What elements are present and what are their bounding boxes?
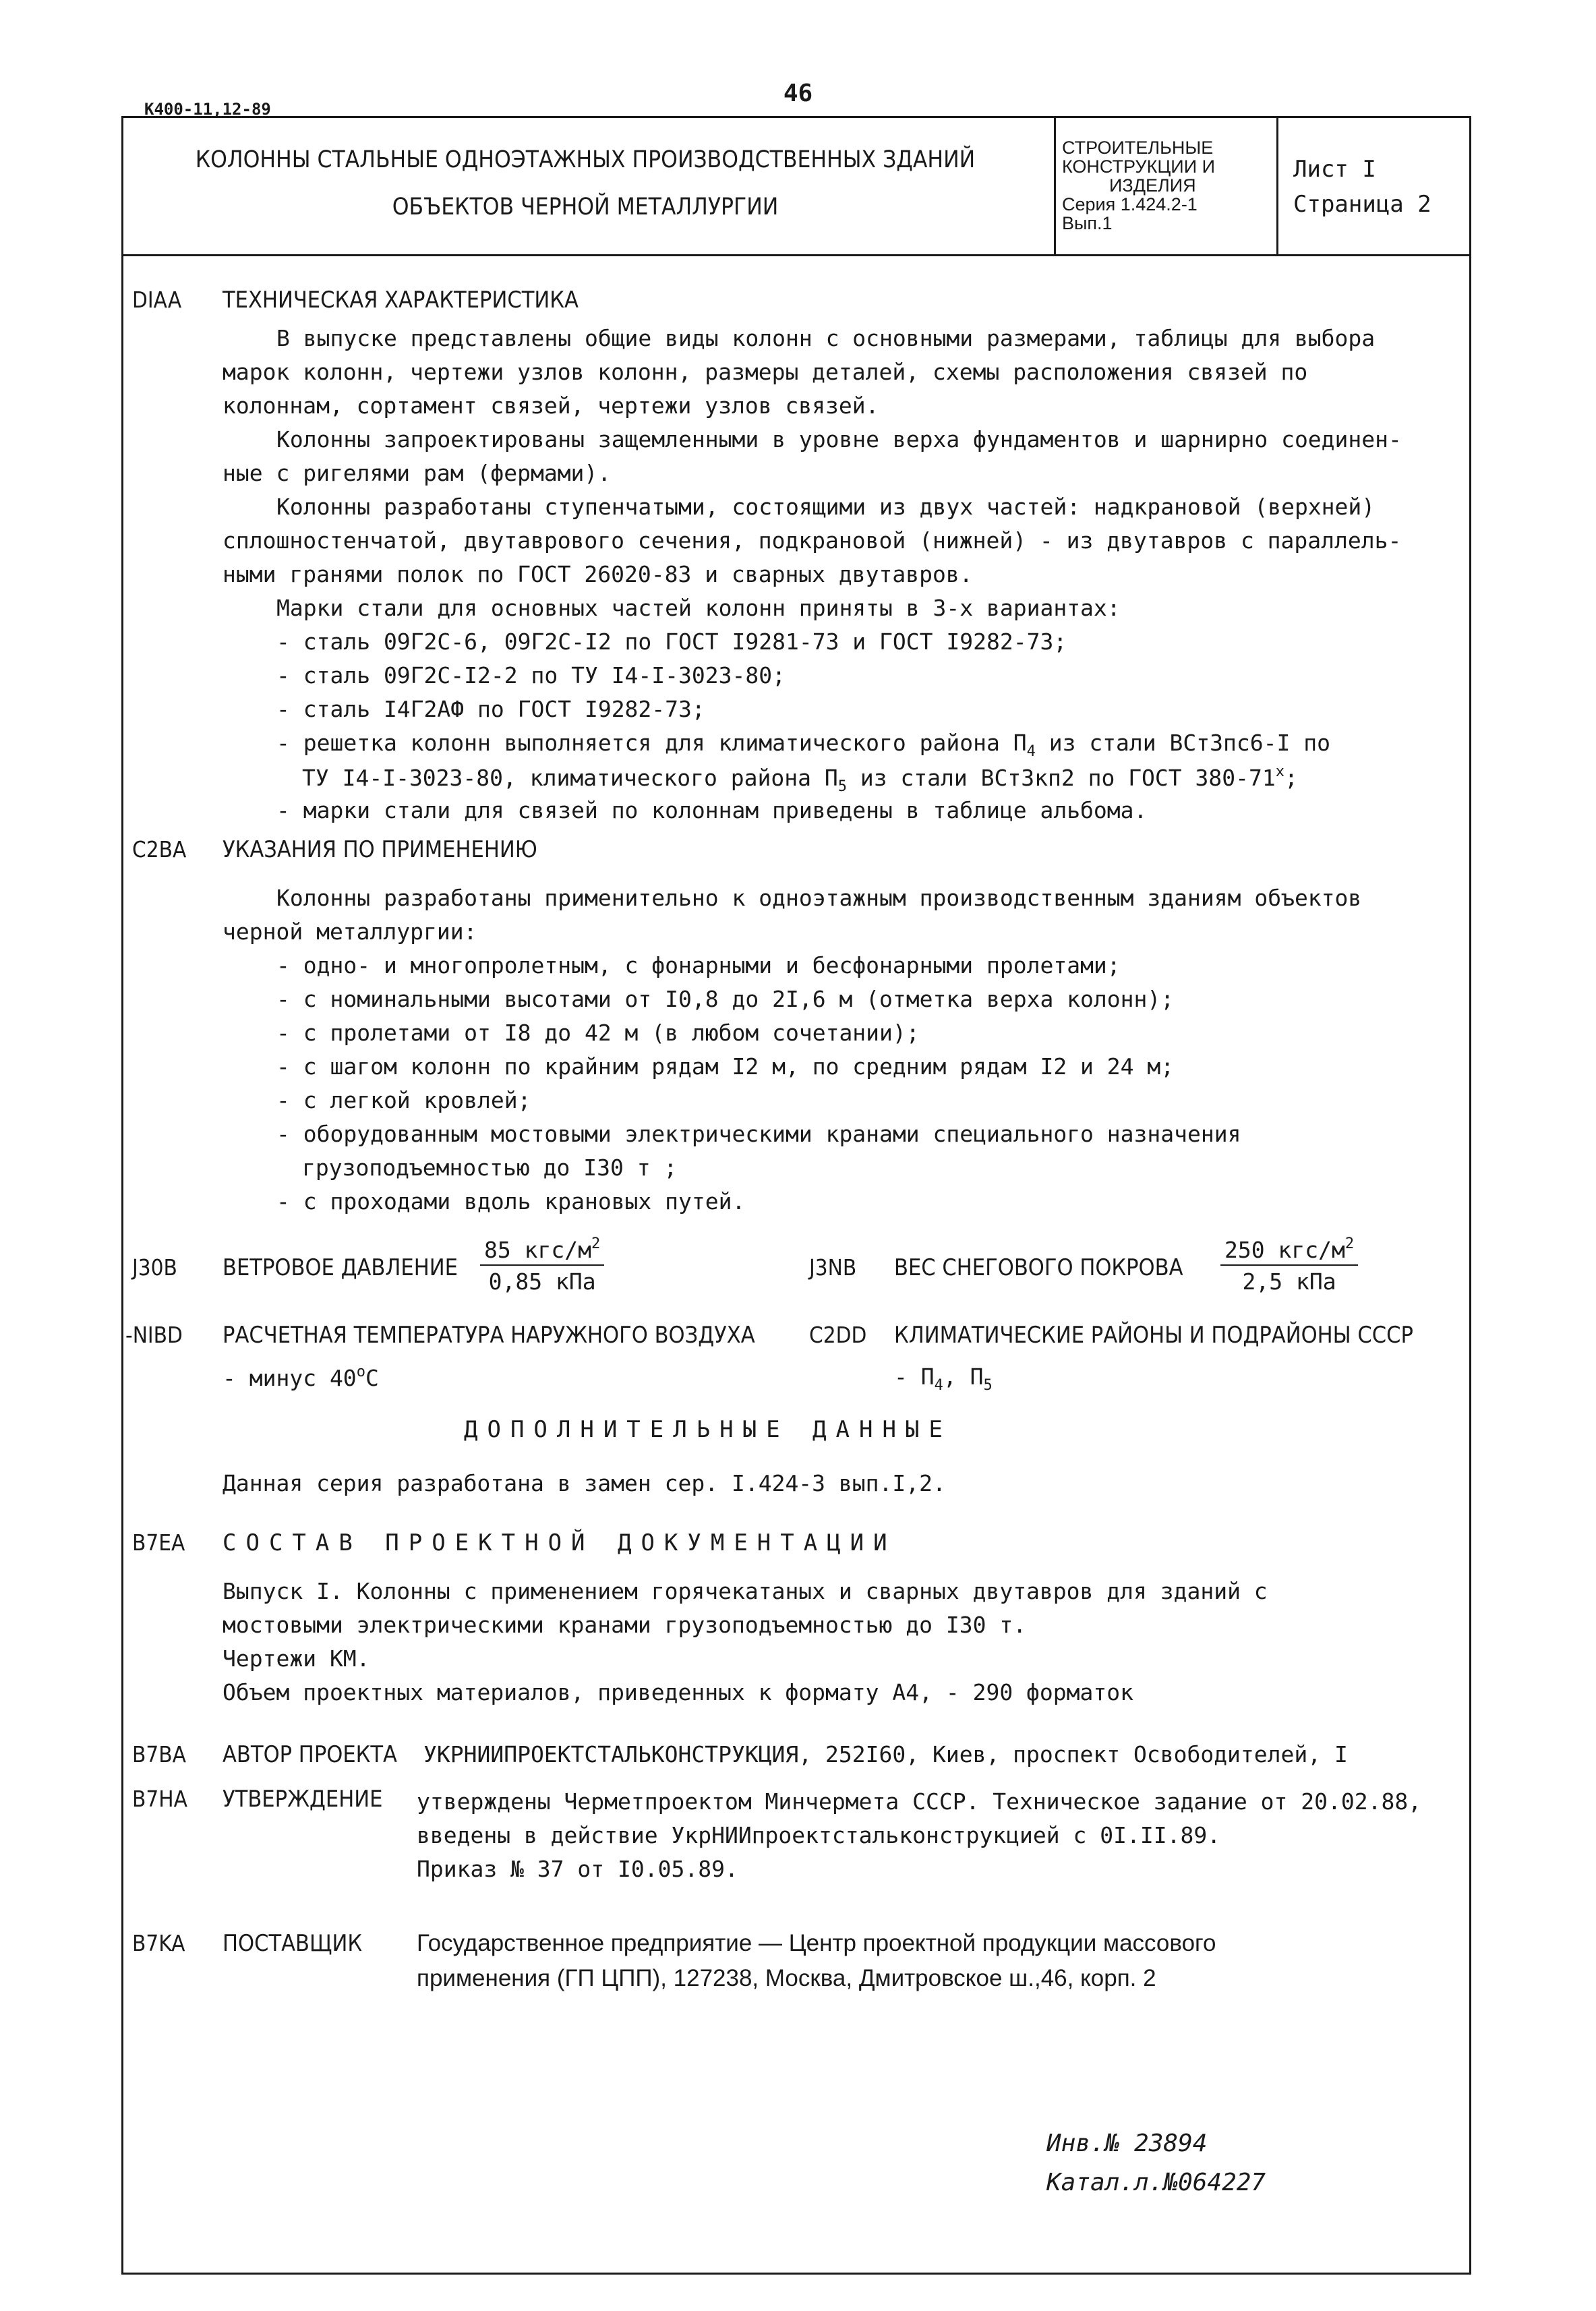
page-number: 46 bbox=[783, 80, 813, 107]
series-line: СТРОИТЕЛЬНЫЕ bbox=[1062, 138, 1214, 158]
list-item-continuation: ТУ I4-I-3023-80, климатического района $П_5$ из стали ВСт3кп2 по ГОСТ 380-71$^x$; bbox=[302, 763, 1298, 795]
text-line: Чертежи КМ. bbox=[223, 1645, 370, 1672]
section-code: B7HA bbox=[132, 1786, 187, 1812]
text-line: Колонны запроектированы защемленными в уровне верха фундаментов и шарнирно соединен- bbox=[276, 426, 1402, 452]
text-line: Объем проектных материалов, приведенных к формату А4, - 290 форматок bbox=[223, 1679, 1134, 1705]
text-line: Колонны разработаны ступенчатыми, состоящими из двух частей: надкрановой (верхней) bbox=[276, 494, 1376, 520]
series-line: КОНСТРУКЦИИ И bbox=[1062, 156, 1216, 177]
author-label: АВТОР ПРОЕКТА bbox=[223, 1741, 397, 1768]
list-item: - сталь 09Г2С-I2-2 по ТУ I4-I-3023-80; bbox=[276, 662, 786, 689]
title-divider bbox=[1276, 118, 1278, 254]
text-line: ными гранями полок по ГОСТ 26020-83 и сварных двутавров. bbox=[223, 561, 973, 587]
text-line: Государственное предприятие — Центр проектной продукции массового bbox=[417, 1930, 1216, 1956]
section-code: B7EA bbox=[132, 1529, 185, 1556]
text-line: Выпуск I. Колонны с применением горячекатаных и сварных двутавров для зданий с bbox=[223, 1578, 1268, 1604]
sheet-number: Лист I bbox=[1293, 156, 1376, 183]
title-line-1: КОЛОННЫ СТАЛЬНЫЕ ОДНОЭТАЖНЫХ ПРОИЗВОДСТВЕННЫХ ЗДАНИЙ bbox=[195, 146, 976, 173]
series-line: Серия 1.424.2-1 bbox=[1062, 194, 1198, 214]
list-item: - с шагом колонн по крайним рядам I2 м, по средним рядам I2 и 24 м; bbox=[276, 1053, 1175, 1080]
list-item: - одно- и многопролетным, с фонарными и бесфонарными пролетами; bbox=[276, 952, 1121, 978]
text-line: сплошностенчатой, двутаврового сечения, подкрановой (нижней) - из двутавров с параллель- bbox=[223, 527, 1402, 554]
snow-load-value: 250 кгс/$м^2$ 2,5 кПа bbox=[1220, 1235, 1358, 1295]
wind-pressure-value: 85 кгс/$м^2$ 0,85 кПа bbox=[480, 1235, 604, 1295]
text-line: колоннам, сортамент связей, чертежи узлов связей. bbox=[223, 392, 879, 419]
list-item-continuation: грузоподъемностью до I30 т ; bbox=[302, 1154, 678, 1181]
page-label: Страница 2 bbox=[1293, 191, 1431, 218]
inventory-number: Инв.№ 23894 bbox=[1046, 2130, 1208, 2157]
section-title: ДОПОЛНИТЕЛЬНЫЕ ДАННЫЕ bbox=[464, 1416, 952, 1443]
section-title: УКАЗАНИЯ ПО ПРИМЕНЕНИЮ bbox=[223, 836, 537, 863]
section-code: DIAA bbox=[132, 287, 182, 313]
climate-regions-value: - $П_4$, $П_5$ bbox=[894, 1364, 993, 1394]
series-block bbox=[1062, 138, 1272, 233]
list-item: - с пролетами от I8 до 42 м (в любом сочетании); bbox=[276, 1020, 920, 1046]
text-line: Данная серия разработана в замен сер. I.424-3 вып.I,2. bbox=[223, 1470, 946, 1496]
text-line: Приказ № 37 от I0.05.89. bbox=[417, 1856, 738, 1882]
design-temperature-label: РАСЧЕТНАЯ ТЕМПЕРАТУРА НАРУЖНОГО ВОЗДУХА bbox=[223, 1322, 755, 1349]
section-code: J3NB bbox=[809, 1254, 857, 1281]
supplier-label: ПОСТАВЩИК bbox=[223, 1930, 363, 1957]
title-line-2: ОБЪЕКТОВ ЧЕРНОЙ МЕТАЛЛУРГИИ bbox=[392, 194, 779, 221]
section-title: ТЕХНИЧЕСКАЯ ХАРАКТЕРИСТИКА bbox=[223, 287, 579, 314]
section-code: B7KA bbox=[132, 1930, 185, 1956]
document-reference: К400-11,12-89 bbox=[144, 100, 271, 119]
text-line: применения (ГП ЦПП), 127238, Москва, Дмитровское ш.,46, корп. 2 bbox=[417, 1965, 1156, 1991]
series-line: Вып.1 bbox=[1062, 213, 1113, 233]
text-line: Колонны разработаны применительно к одноэтажным производственным зданиям объектов bbox=[276, 885, 1362, 911]
catalog-number: Катал.л.№064227 bbox=[1046, 2169, 1266, 2196]
climate-regions-label: КЛИМАТИЧЕСКИЕ РАЙОНЫ И ПОДРАЙОНЫ СССР bbox=[894, 1322, 1413, 1349]
text-line: В выпуске представлены общие виды колонн с основными размерами, таблицы для выбора bbox=[276, 325, 1376, 351]
text-line: мостовыми электрическими кранами грузоподъемностью до I30 т. bbox=[223, 1612, 1027, 1638]
list-item: - сталь I4Г2АФ по ГОСТ I9282-73; bbox=[276, 696, 705, 722]
snow-load-label: ВЕС СНЕГОВОГО ПОКРОВА bbox=[894, 1254, 1183, 1281]
list-item: - сталь 09Г2С-6, 09Г2С-I2 по ГОСТ I9281-73 и ГОСТ I9282-73; bbox=[276, 628, 1067, 655]
series-line: ИЗДЕЛИЯ bbox=[1109, 175, 1196, 196]
section-code: C2BA bbox=[132, 836, 187, 862]
author-text: УКРНИИПРОЕКТСТАЛЬКОНСТРУКЦИЯ, 252I60, Киев, проспект Освободителей, I bbox=[423, 1741, 1348, 1767]
text-line: утверждены Черметпроектом Минчермета СССР. Техническое задание от 20.02.88, bbox=[417, 1788, 1422, 1815]
text-line: ные с ригелями рам (фермами). bbox=[223, 460, 612, 486]
text-line: Марки стали для основных частей колонн приняты в 3-х вариантах: bbox=[276, 595, 1121, 621]
list-item: - с легкой кровлей; bbox=[276, 1087, 531, 1113]
frame-border bbox=[121, 2273, 1471, 2275]
text-line: черной металлургии: bbox=[223, 918, 477, 945]
text-line: марок колонн, чертежи узлов колонн, размеры деталей, схемы расположения связей по bbox=[223, 359, 1308, 385]
text-line: введены в действие УкрНИИпроектстальконструкцией с 0I.II.89. bbox=[417, 1822, 1221, 1848]
list-item: - решетка колонн выполняется для климатического района $П_4$ из стали ВСт3пс6-I по bbox=[276, 730, 1330, 760]
section-code: C2DD bbox=[809, 1322, 867, 1348]
design-temperature-value: - минус $40^оС$ bbox=[223, 1364, 379, 1391]
list-item: - марки стали для связей по колоннам приведены в таблице альбома. bbox=[276, 797, 1148, 823]
list-item: - с номинальными высотами от I0,8 до 2I,6 м (отметка верха колонн); bbox=[276, 986, 1175, 1012]
section-title: СОСТАВ ПРОЕКТНОЙ ДОКУМЕНТАЦИИ bbox=[223, 1529, 897, 1556]
section-code: J30B bbox=[132, 1254, 177, 1281]
wind-pressure-label: ВЕТРОВОЕ ДАВЛЕНИЕ bbox=[223, 1254, 458, 1281]
frame-border bbox=[121, 256, 123, 2274]
section-code: -NIBD bbox=[125, 1322, 183, 1348]
section-code: B7BA bbox=[132, 1741, 186, 1767]
list-item: - с проходами вдоль крановых путей. bbox=[276, 1188, 746, 1215]
title-divider bbox=[1054, 118, 1056, 254]
list-item: - оборудованным мостовыми электрическими кранами специального назначения bbox=[276, 1121, 1241, 1147]
approval-label: УТВЕРЖДЕНИЕ bbox=[223, 1786, 383, 1813]
title-block bbox=[121, 116, 1471, 256]
frame-border bbox=[1469, 256, 1471, 2274]
